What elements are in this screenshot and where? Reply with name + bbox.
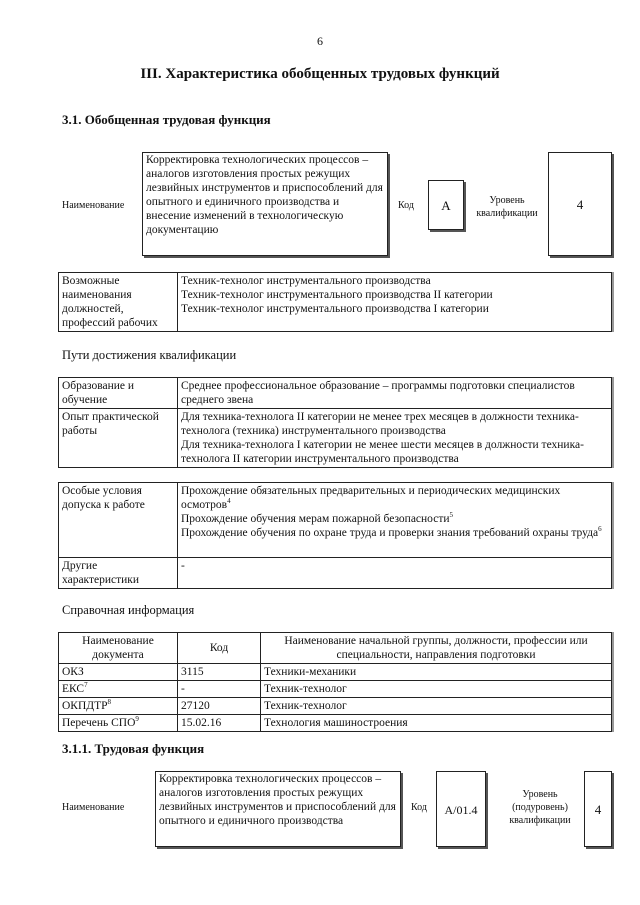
conditions-table	[58, 482, 612, 589]
condition-line: Прохождение обучения мерам пожарной безопасности$^5$	[181, 511, 454, 525]
tf-name-box	[155, 771, 401, 847]
gtf-name-value: Корректировка технологических процессов – аналогов изготовления простых режущих лезвийных инструментов и приспособлений для опытного и единичного производства и внесение изменений в технологическую документацию	[146, 154, 383, 236]
experience-line: Для техника-технолога II категории не менее трех месяцев в должности техника-технолога (техника) инструментального производства	[181, 411, 579, 437]
tf-code-box	[436, 771, 486, 847]
ref-doc: ЕКС	[62, 683, 85, 695]
condition-line: Прохождение обучения по охране труда и проверки знания требований охраны труда$^6$	[181, 525, 602, 539]
experience-value	[178, 409, 612, 468]
ref-name: Техник-технолог	[261, 698, 612, 715]
position-item: Техник-технолог инструментального производства	[181, 275, 431, 287]
paths-heading: Пути достижения квалификации	[62, 348, 237, 362]
tf-level-value: 4	[594, 802, 602, 817]
tf-heading: 3.1.1. Трудовая функция	[62, 741, 205, 756]
conditions-label: Особые условия допуска к работе	[59, 483, 178, 558]
ref-col-doc: Наименование документа	[59, 633, 178, 664]
ref-name: Технология машиностроения	[261, 715, 612, 732]
page-number: 6	[317, 34, 323, 48]
gtf-heading: 3.1. Обобщенная трудовая функция	[62, 112, 271, 127]
gtf-level-label: Уровень квалификации	[476, 195, 538, 219]
ref-name: Техник-технолог	[261, 681, 612, 698]
position-item: Техник-технолог инструментального производства I категории	[181, 303, 489, 315]
table-row: Перечень СПО$^9$ 15.02.16 Технология машиностроения	[59, 715, 612, 732]
ref-doc: ОКПДТР	[62, 700, 108, 712]
tf-code-value: А/01.4	[444, 803, 478, 817]
positions-table	[58, 272, 612, 332]
ref-doc: Перечень СПО	[62, 717, 136, 729]
tf-level-label: Уровень (подуровень) квалификации	[509, 789, 571, 826]
table-row	[59, 664, 612, 681]
table-row: ОКПДТР$^8$ 27120 Техник-технолог	[59, 698, 612, 715]
other-value: -	[178, 558, 612, 589]
reference-heading: Справочная информация	[62, 603, 195, 617]
section-title: III. Характеристика обобщенных трудовых функций	[140, 66, 500, 82]
reference-table	[58, 632, 612, 732]
condition-line: Прохождение обязательных предварительных и периодических медицинских осмотров$^4$	[181, 485, 561, 511]
ref-col-name: Наименование начальной группы, должности, профессии или специальности, направления подготовки	[261, 633, 612, 664]
ref-code: 27120	[178, 698, 261, 715]
ref-name: Техники-механики	[261, 664, 612, 681]
gtf-code-label: Код	[398, 200, 414, 211]
gtf-name-label: Наименование	[62, 200, 125, 211]
gtf-level-box	[548, 152, 612, 256]
gtf-code-box	[428, 180, 464, 230]
experience-label: Опыт практической работы	[59, 409, 178, 468]
ref-code: 3115	[178, 664, 261, 681]
ref-code: -	[178, 681, 261, 698]
gtf-name-box	[142, 152, 388, 256]
tf-level-box	[584, 771, 612, 847]
tf-code-label: Код	[411, 802, 427, 813]
conditions-value	[178, 483, 612, 558]
paths-table	[58, 377, 612, 468]
ref-col-code: Код	[178, 633, 261, 664]
tf-name-value: Корректировка технологических процессов – аналогов изготовления простых режущих лезвийных инструментов и приспособлений для опытного и единичного производства	[159, 773, 396, 827]
position-item: Техник-технолог инструментального производства II категории	[181, 289, 493, 301]
education-label: Образование и обучение	[59, 378, 178, 409]
positions-list	[178, 273, 612, 332]
other-label: Другие характеристики	[59, 558, 178, 589]
positions-label: Возможные наименования должностей, профессий рабочих	[59, 273, 178, 332]
ref-doc: ОКЗ	[62, 666, 84, 678]
experience-line: Для техника-технолога I категории не менее шести месяцев в должности техника-технолога II категории инструментального производства	[181, 439, 584, 465]
education-value: Среднее профессиональное образование – программы подготовки специалистов среднего звена	[178, 378, 612, 409]
gtf-code-value: А	[441, 198, 451, 213]
ref-code: 15.02.16	[178, 715, 261, 732]
gtf-level-value: 4	[576, 197, 584, 212]
table-row: ЕКС$^7$ - Техник-технолог	[59, 681, 612, 698]
tf-name-label: Наименование	[62, 802, 125, 813]
